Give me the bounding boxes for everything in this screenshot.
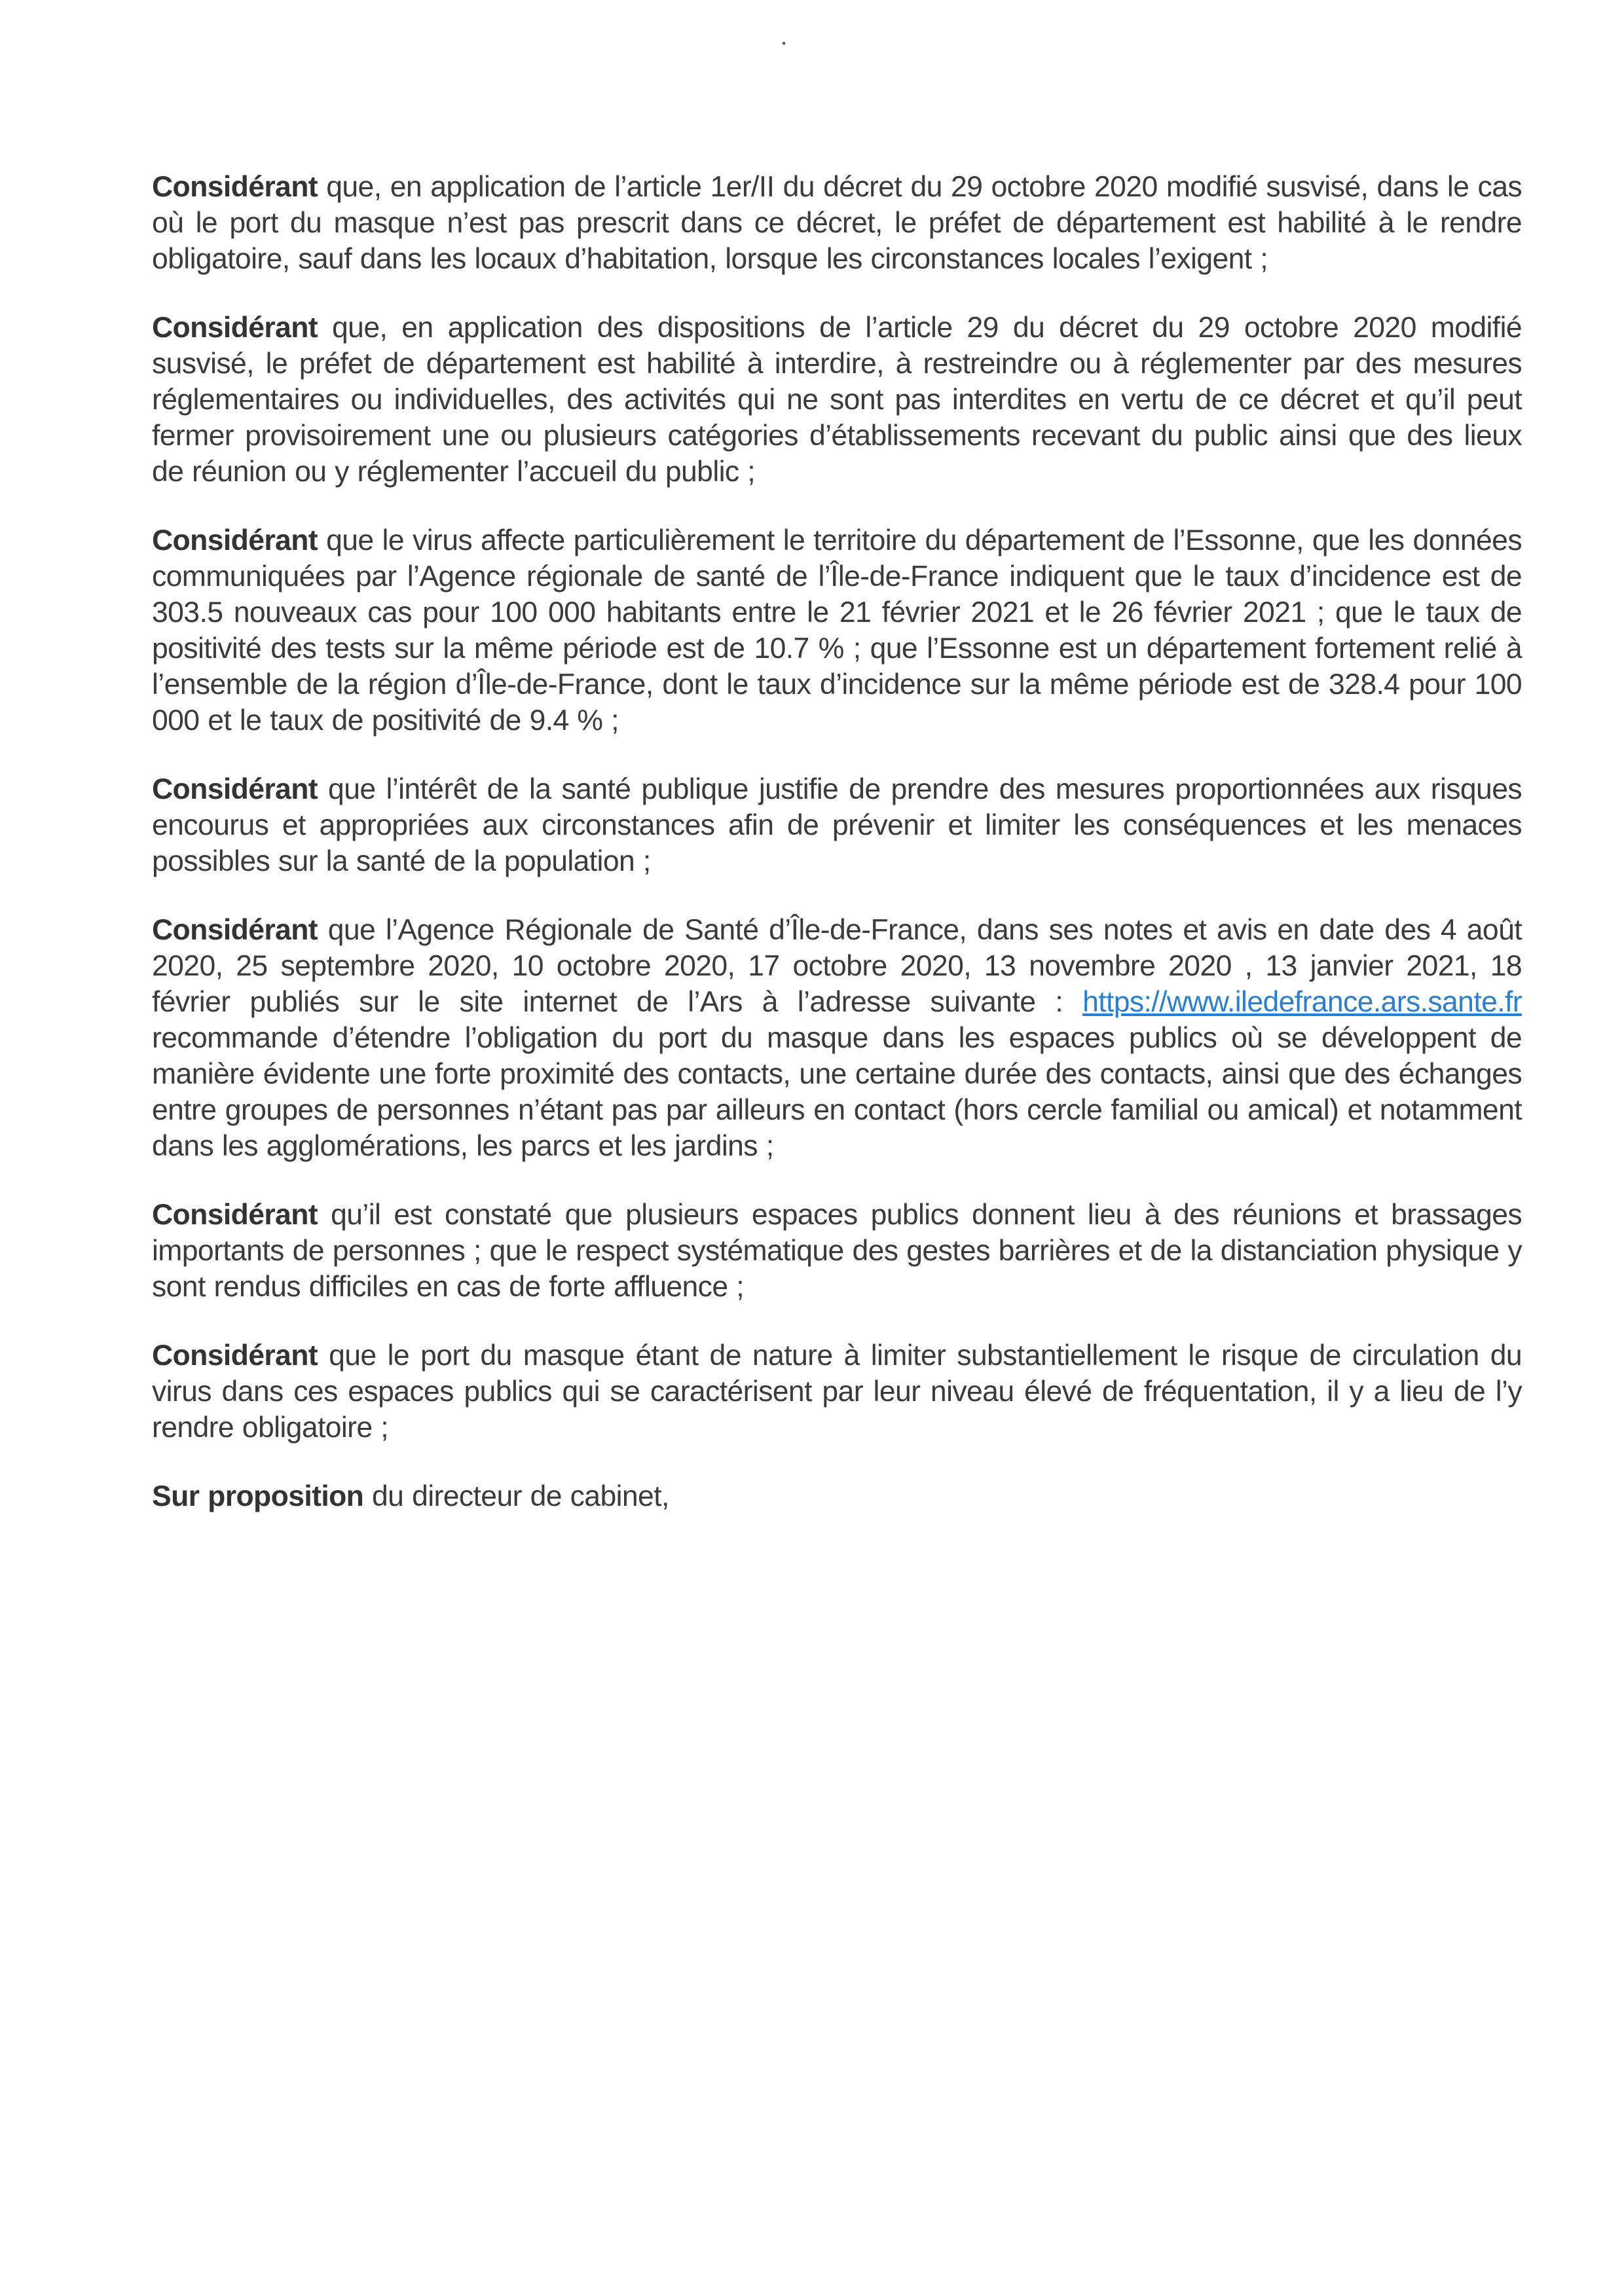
paragraph-text: recommande d’étendre l’obligation du port du masque dans les espaces publics où se développent de manière évidente une forte proximité des contacts, une certaine durée des contacts, ainsi que des échanges entre groupes de personnes n’étant pas par ailleurs en contact (hors cercle familial ou amical) et notamment dans les agglomérations, les parcs et les jardins ; [152, 1022, 1522, 1162]
paragraph-considerant-2 [152, 310, 1522, 490]
paragraph-text: que, en application des dispositions de l’article 29 du décret du 29 octobre 2020 modifié susvisé, le préfet de département est habilité à interdire, à restreindre ou à réglementer par des mesures réglementaires ou individuelles, des activités qui ne sont pas interdites en vertu de ce décret et qu’il peut fermer provisoirement une ou plusieurs catégories d’établissements recevant du public ainsi que des lieux de réunion ou y réglementer l’accueil du public ; [152, 312, 1522, 488]
paragraph-text: que l’intérêt de la santé publique justifie de prendre des mesures proportionnées aux risques encourus et appropriées aux circonstances afin de prévenir et limiter les conséquences et les menaces possibles sur la santé de la population ; [152, 773, 1522, 877]
paragraph-considerant-5 [152, 912, 1522, 1164]
paragraph-considerant-4 [152, 771, 1522, 879]
paragraph-lead: Considérant [152, 773, 318, 805]
scan-speck [783, 42, 785, 45]
paragraph-lead: Sur proposition [152, 1480, 364, 1512]
paragraph-text: que, en application de l’article 1er/II du décret du 29 octobre 2020 modifié susvisé, dans le cas où le port du masque n’est pas prescrit dans ce décret, le préfet de département est habilité à le rendre obligatoire, sauf dans les locaux d’habitation, lorsque les circonstances locales l’exigent ; [152, 171, 1522, 275]
document-body [152, 169, 1522, 1547]
paragraph-considerant-3 [152, 522, 1522, 738]
paragraph-lead: Considérant [152, 171, 318, 203]
paragraph-considerant-7 [152, 1338, 1522, 1446]
paragraph-sur-proposition [152, 1478, 1522, 1514]
paragraph-text: que l’Agence Régionale de Santé d’Île-de-France, dans ses notes et avis en date des 4 août 2020, 25 septembre 2020, 10 octobre 2020, 17 octobre 2020, 13 novembre 2020 , 13 janvier 2021, 18 février publiés sur le site internet de l’Ars à l’adresse suivante : [152, 914, 1522, 1018]
paragraph-lead: Considérant [152, 914, 318, 946]
paragraph-lead: Considérant [152, 312, 318, 344]
paragraph-text: qu’il est constaté que plusieurs espaces publics donnent lieu à des réunions et brassages importants de personnes ; que le respect systématique des gestes barrières et de la distanciation physique y sont rendus difficiles en cas de forte affluence ; [152, 1199, 1522, 1303]
paragraph-considerant-6 [152, 1197, 1522, 1305]
paragraph-text: que le virus affecte particulièrement le territoire du département de l’Essonne, que les données communiquées par l’Agence régionale de santé de l’Île-de-France indiquent que le taux d’incidence est de 303.5 nouveaux cas pour 100 000 habitants entre le 21 février 2021 et le 26 février 2021 ; que le taux de positivité des tests sur la même période est de 10.7 % ; que l’Essonne est un département fortement relié à l’ensemble de la région d’Île-de-France, dont le taux d’incidence sur la même période est de 328.4 pour 100 000 et le taux de positivité de 9.4 % ; [152, 524, 1522, 737]
paragraph-lead: Considérant [152, 1339, 318, 1372]
paragraph-lead: Considérant [152, 1199, 318, 1231]
paragraph-text: que le port du masque étant de nature à limiter substantiellement le risque de circulation du virus dans ces espaces publics qui se caractérisent par leur niveau élevé de fréquentation, il y a lieu de l’y rendre obligatoire ; [152, 1339, 1522, 1444]
paragraph-lead: Considérant [152, 524, 318, 556]
paragraph-text: du directeur de cabinet, [363, 1480, 669, 1512]
ars-website-link[interactable]: https://www.iledefrance.ars.sante.fr [1082, 986, 1522, 1018]
paragraph-considerant-1 [152, 169, 1522, 277]
